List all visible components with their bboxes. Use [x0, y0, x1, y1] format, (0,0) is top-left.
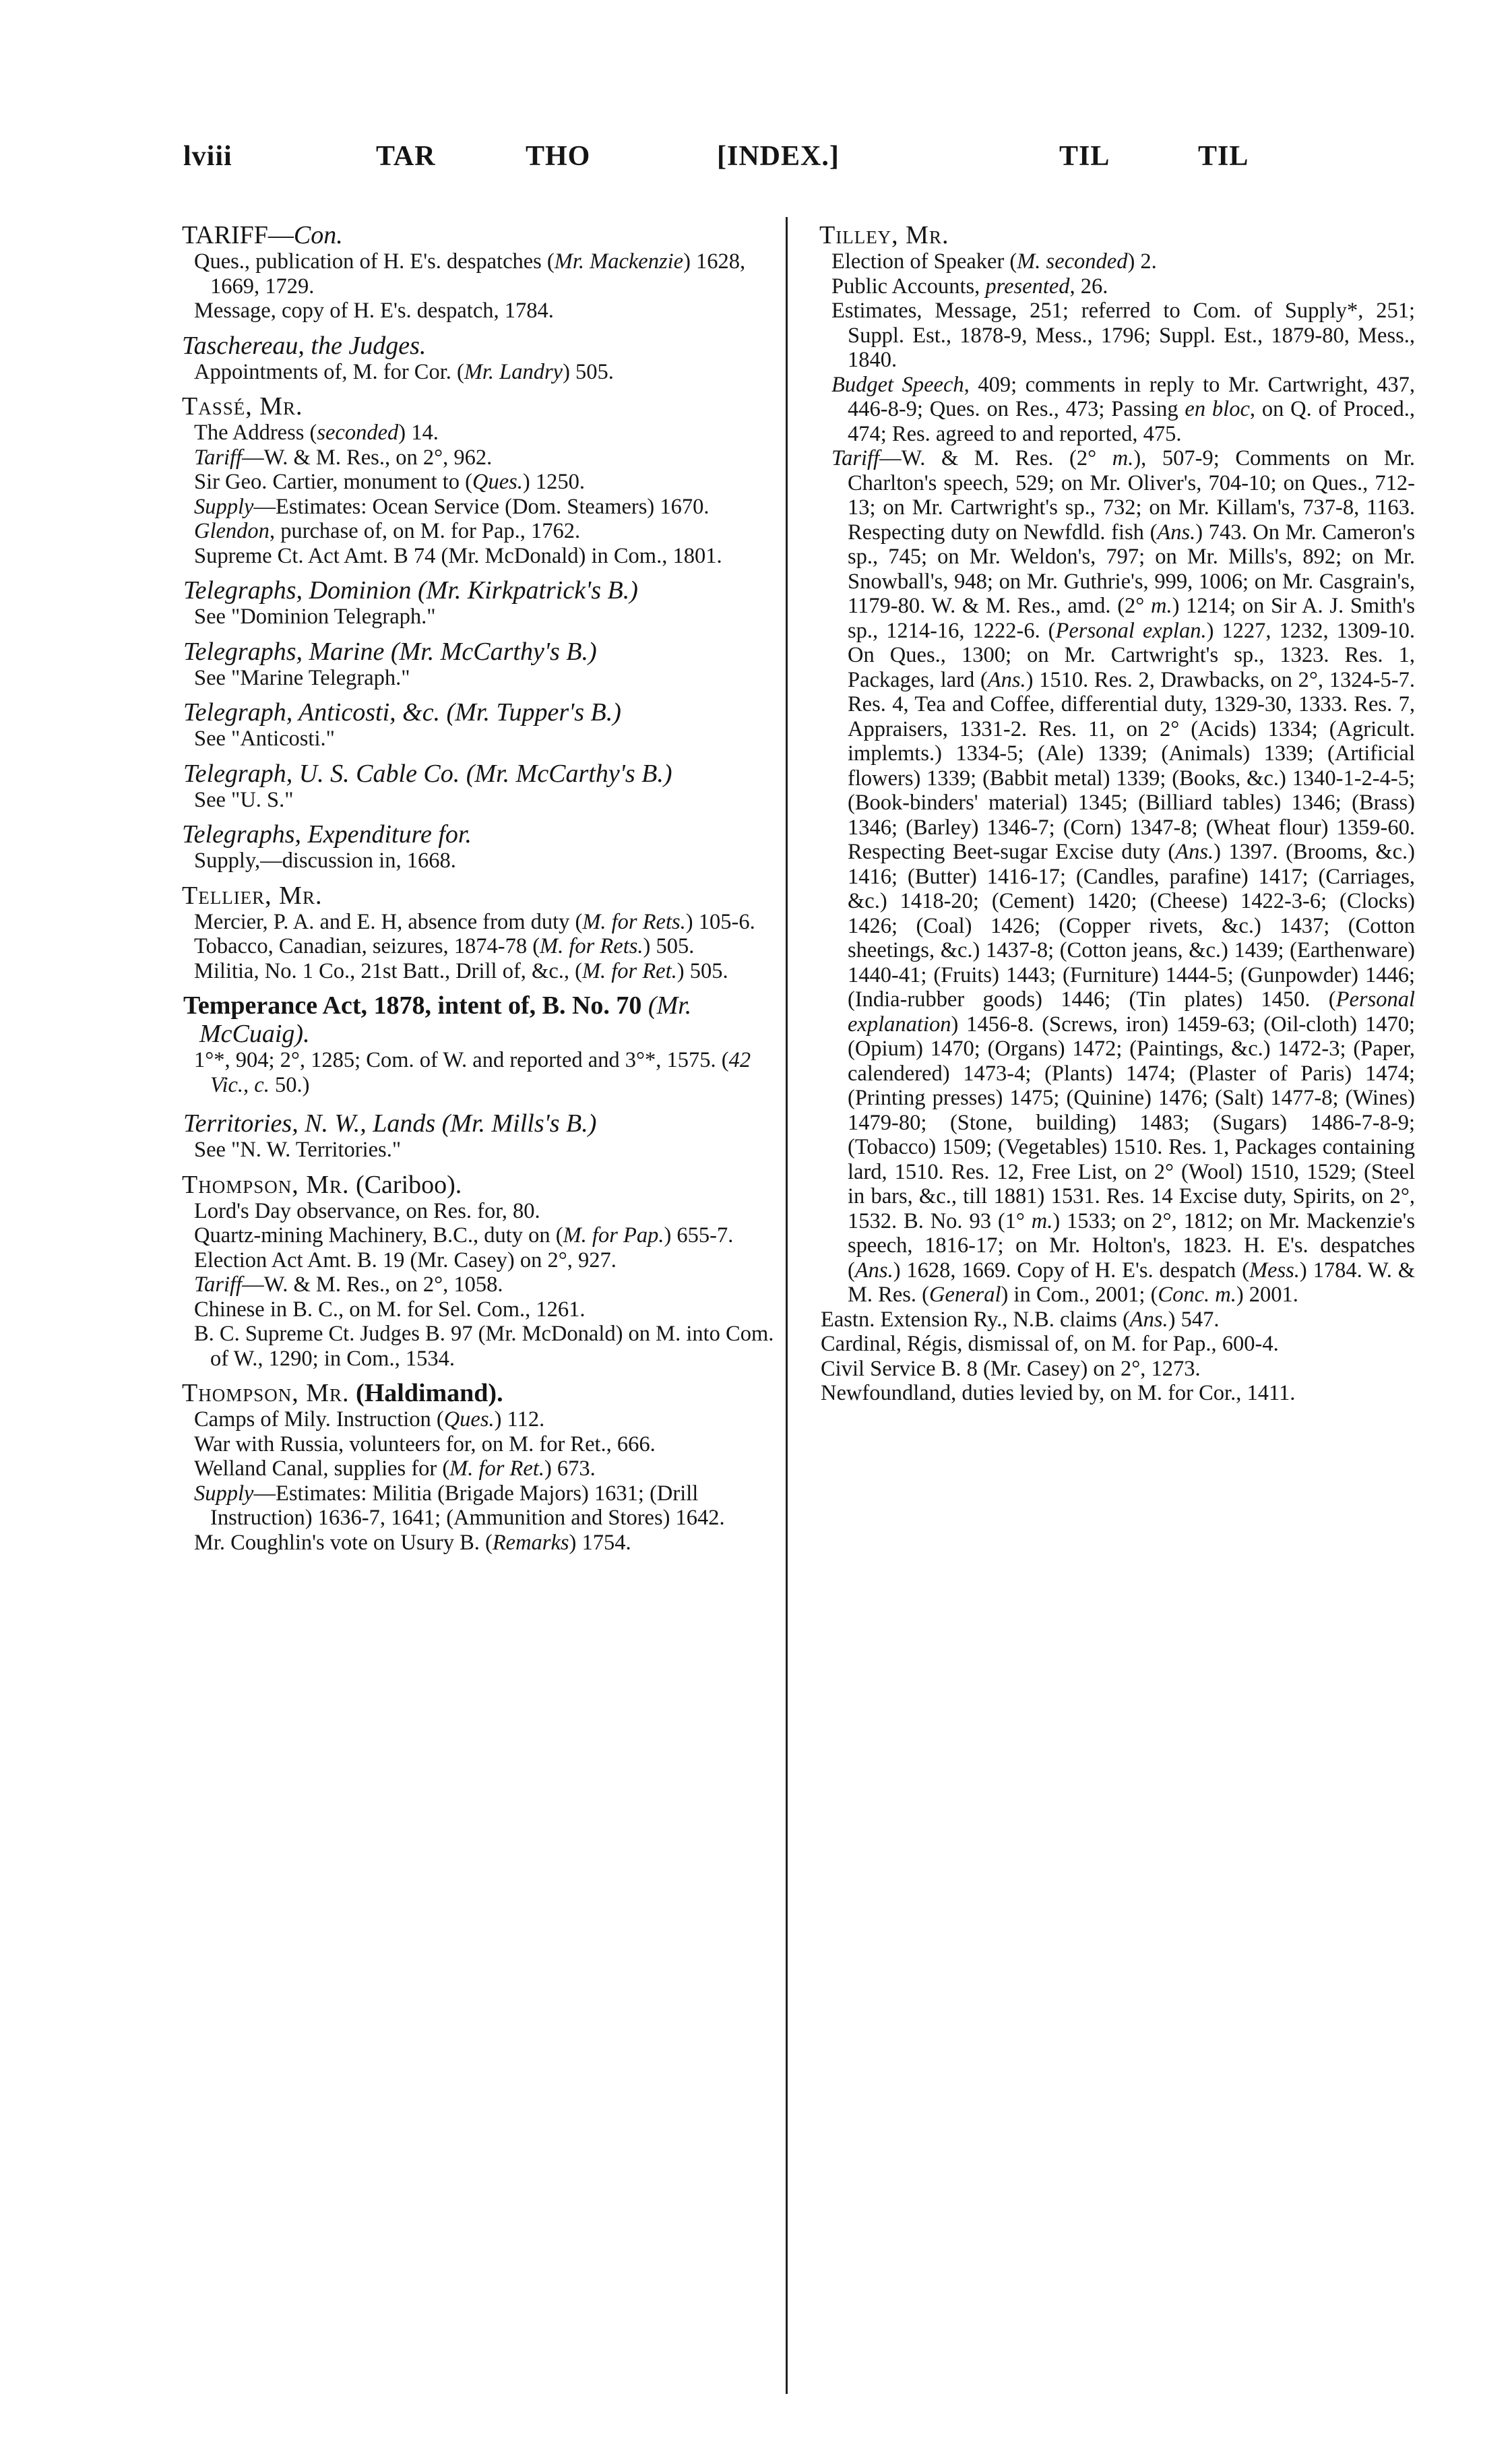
- text-italic: General: [928, 1283, 1001, 1307]
- entry-heading: Telegraphs, Dominion (Mr. Kirkpatrick's B.): [183, 576, 638, 605]
- text: ) 1397. (Brooms, &c.) 1416; (Butter) 1416-17; (Candles, parafine) 1417; (Carriages, &c.) 1418-20; (Cement) 1420; (Cheese) 1422-3-6; (Clocks) 1426; (Coal) 1426; (Copper rivets, &c.) 1437; (Cotton sheetings, &c.) 1437-8; (Cotton jeans, &c.) 1439; (Earthenware) 1440-41; (Fruits) 1443; (Furniture) 1444-5; (Gunpowder) 1446; (India-rubber goods) 1446; (Tin plates) 1450. (: [848, 840, 1415, 1012]
- text-italic: M. for Pap.: [563, 1223, 664, 1248]
- entry-heading: Telegraphs, Marine (Mr. McCarthy's B.): [183, 637, 597, 666]
- text: ) 2001.: [1236, 1283, 1298, 1307]
- text: ), 507-9; Comments on Mr. Charlton's speech, 529; on Mr. Oliver's, 704-10; on Ques., 712-13; on Mr. Cartwright's sp., 732; on Mr. Killam's, 737-8, 1163. Respecting duty on Newfdld. fish (: [848, 446, 1415, 545]
- text: ) 505.: [563, 359, 614, 384]
- guide-word-right-2: TIL: [1198, 141, 1249, 172]
- text-italic: Ques.: [472, 470, 523, 494]
- running-head: [183, 140, 1410, 187]
- entry-telegraphs-expenditure: [168, 820, 778, 873]
- text: ) 105-6.: [685, 909, 755, 934]
- sub-entry: [168, 959, 778, 984]
- sub-entry: [168, 1048, 778, 1097]
- text-italic: Ans.: [1175, 840, 1214, 864]
- entry-territories: [168, 1109, 778, 1163]
- sub-entry: [168, 1456, 778, 1481]
- sub-entry: Lord's Day observance, on Res. for, 80.: [194, 1198, 540, 1223]
- sub-entry: Message, copy of H. E's. despatch, 1784.: [194, 299, 554, 323]
- entry-tasse: [168, 392, 778, 568]
- entry-heading: Tassé, Mr.: [182, 392, 303, 421]
- sub-entry: Election Act Amt. B. 19 (Mr. Casey) on 2°, 927.: [194, 1248, 617, 1272]
- sub-entry: [806, 1308, 1415, 1332]
- entry-telegraph-anticosti: [168, 698, 778, 751]
- sub-entry: [806, 274, 1415, 299]
- heading-cont: (Haldimand).: [356, 1379, 503, 1407]
- text: ) 547.: [1168, 1307, 1220, 1332]
- see-reference: See "N. W. Territories.": [194, 1138, 402, 1162]
- section-title: [INDEX.]: [717, 141, 840, 172]
- text-italic: Budget Speech: [831, 372, 964, 397]
- sub-entry: [168, 470, 778, 495]
- column-divider: [786, 217, 788, 2394]
- sub-entry: [168, 1481, 778, 1531]
- entry-heading: [168, 991, 778, 1048]
- text-italic: M. for Rets.: [540, 934, 643, 958]
- text-italic: en bloc: [1185, 397, 1250, 421]
- text-italic: Ans.: [987, 667, 1026, 692]
- text: Camps of Mily. Instruction (: [194, 1407, 444, 1432]
- sub-entry-tariff: [806, 446, 1415, 1308]
- text: , 409; comments in reply to Mr. Cartwright, 437, 446-8-9; Ques. on Res., 473; Passing: [848, 372, 1415, 421]
- entry-telegraphs-marine: [168, 638, 778, 691]
- sub-entry: Newfoundland, duties levied by, on M. for Cor., 1411.: [821, 1381, 1296, 1405]
- heading-text: Thompson, Mr.: [182, 1170, 350, 1199]
- text-italic: Remarks: [492, 1530, 569, 1555]
- text: ) 112.: [494, 1407, 545, 1432]
- text: —Estimates: Militia (Brigade Majors) 1631; (Drill Instruction) 1636-7, 1641; (Ammunition and Stores) 1642.: [210, 1481, 725, 1530]
- sub-entry: [168, 1272, 778, 1297]
- entry-telegraph-us-cable: [168, 760, 778, 813]
- entry-taschereau: [168, 332, 778, 385]
- text-italic: m.: [1151, 594, 1172, 618]
- text: ) 1250.: [522, 470, 585, 494]
- text-italic: Personal explanation: [848, 987, 1415, 1037]
- sub-entry: [168, 934, 778, 959]
- text: , purchase of, on M. for Pap., 1762.: [269, 519, 581, 543]
- sub-entry: [168, 249, 778, 299]
- sub-entry: Estimates, Message, 251; referred to Com. of Supply*, 251; Suppl. Est., 1878-9, Mess., 1796; Suppl. Est., 1879-80, Mess., 1840.: [831, 299, 1415, 372]
- text-italic: m.: [1112, 446, 1134, 470]
- text: ) 505.: [643, 934, 695, 958]
- left-column: [168, 221, 778, 1563]
- text: ) 1628, 1669, 1729.: [210, 249, 746, 299]
- text: , 26.: [1069, 274, 1108, 299]
- text: Ques., publication of H. E's. despatches (: [194, 249, 555, 274]
- text-italic: Supply: [194, 1481, 254, 1506]
- right-column: [806, 221, 1415, 1414]
- text: ) 1784. W. & M. Res. (: [848, 1258, 1415, 1307]
- sub-entry: [806, 249, 1415, 274]
- sub-entry: [168, 910, 778, 935]
- text-italic: Personal explan.: [1055, 618, 1207, 643]
- entry-tariff: [168, 221, 778, 324]
- text: Militia, No. 1 Co., 21st Batt., Drill of, &c., (: [194, 958, 582, 983]
- entry-tellier: [168, 882, 778, 984]
- text: Sir Geo. Cartier, monument to (: [194, 470, 472, 494]
- text: Mr. Coughlin's vote on Usury B. (: [194, 1530, 493, 1555]
- text: Mercier, P. A. and E. H, absence from duty (: [194, 909, 583, 934]
- text: Welland Canal, supplies for (: [194, 1456, 450, 1481]
- text: —W. & M. Res. (2°: [879, 446, 1112, 470]
- entry-telegraphs-dominion: [168, 576, 778, 629]
- see-reference: See "Marine Telegraph.": [194, 665, 410, 690]
- text: —Estimates: Ocean Service (Dom. Steamers) 1670.: [253, 494, 710, 519]
- sub-entry: War with Russia, volunteers for, on M. for Ret., 666.: [194, 1432, 656, 1456]
- sub-entry: B. C. Supreme Ct. Judges B. 97 (Mr. McDonald) on M. into Com. of W., 1290; in Com., 1534.: [194, 1322, 774, 1371]
- entry-thompson-cariboo: [168, 1171, 778, 1372]
- entry-heading: [168, 221, 778, 249]
- heading-cont: Con.: [293, 221, 343, 249]
- text-italic: 42 Vic., c.: [210, 1048, 751, 1097]
- entry-heading: Telegraph, Anticosti, &c. (Mr. Tupper's B.): [183, 698, 621, 727]
- sub-entry: [168, 1223, 778, 1248]
- text: ) 1510. Res. 2, Drawbacks, on 2°, 1324-5-7. Res. 4, Tea and Coffee, differential duty, 1329-30, 1333. Res. 7, Appraisers, 1331-2. Res. 11, on 2° (Acids) 1334; (Agricult. implemts.) 1334-5; (Ale) 1339; (Animals) 1339; (Artificial flowers) 1339; (Babbit metal) 1339; (Books, &c.) 1340-1-2-4-5; (Book-binders' material) 1345; (Billiard tables) 1346; (Brass) 1346; (Barley) 1346-7; (Corn) 1347-8; (Wheat flour) 1359-60. Respecting Beet-sugar Excise duty (: [848, 667, 1415, 864]
- text: Public Accounts,: [831, 274, 986, 299]
- text: Eastn. Extension Ry., N.B. claims (: [821, 1307, 1130, 1332]
- text: ) 1628, 1669. Copy of H. E's. despatch (: [893, 1258, 1249, 1283]
- text-italic: Mess.: [1249, 1258, 1300, 1283]
- text: ) 1214; on Sir A. J. Smith's sp., 1214-16, 1222-6. (: [848, 594, 1415, 643]
- entry-heading: Telegraphs, Expenditure for.: [182, 820, 472, 849]
- entry-temperance-act: [168, 991, 778, 1097]
- guide-word-left-1: TAR: [376, 141, 436, 172]
- text: 1°*, 904; 2°, 1285; Com. of W. and reported and 3°*, 1575. (: [194, 1048, 729, 1072]
- sub-entry: [168, 421, 778, 445]
- heading-italic: (Mr. McCuaig).: [199, 991, 692, 1048]
- text: ) 655-7.: [664, 1223, 734, 1248]
- text-italic: Ans.: [1157, 520, 1196, 545]
- see-reference: See "Anticosti.": [194, 727, 335, 751]
- text: ) 14.: [398, 421, 439, 445]
- sub-entry: Cardinal, Régis, dismissal of, on M. for Pap., 600-4.: [821, 1332, 1279, 1356]
- text-italic: Ans.: [854, 1258, 893, 1283]
- sub-entry: Civil Service B. 8 (Mr. Casey) on 2°, 1273.: [821, 1356, 1201, 1381]
- heading-cont: (Cariboo).: [356, 1170, 462, 1199]
- text: ) 1227, 1232, 1309-10. On Ques., 1300; on Mr. Cartwright's sp., 1323. Res. 1, Packages, lard (: [848, 618, 1416, 692]
- see-reference: See "U. S.": [194, 787, 294, 812]
- heading-text: TARIFF—: [182, 221, 294, 249]
- text-italic: Mr. Mackenzie: [554, 249, 684, 274]
- heading-text: Temperance Act, 1878, intent of, B. No. 70: [183, 991, 642, 1020]
- sub-entry: [168, 445, 778, 470]
- sub-entry: Supreme Ct. Act Amt. B 74 (Mr. McDonald) in Com., 1801.: [194, 543, 722, 568]
- text: ) 1456-8. (Screws, iron) 1459-63; (Oil-cloth) 1470; (Opium) 1470; (Organs) 1472; (Paintings, &c.) 1472-3; (Paper, calendered) 1473-4; (Plants) 1474; (Plaster of Paris) 1474; (Printing presses) 1475; (Quinine) 1476; (Salt) 1477-8; (Wines) 1479-80; (Stone, building) 1483; (Sugars) 1486-7-8-9; (Tobacco) 1509; (Vegetables) 1510. Res. 1, Packages containing lard, 1510. Res. 12, Free List, on 2° (Wool) 1510, 1529; (Steel in bars, &c., till 1881) 1531. Res. 14 Excise duty, Spirits, on 2°, 1532. B. No. 93 (1°: [848, 1012, 1415, 1233]
- folio: lviii: [183, 141, 232, 172]
- entry-heading: Telegraph, U. S. Cable Co. (Mr. McCarthy's B.): [183, 759, 672, 788]
- sub-entry: Supply,—discussion in, 1668.: [194, 849, 456, 873]
- sub-entry: [168, 519, 778, 544]
- text: 50.): [269, 1072, 310, 1097]
- text: The Address (: [194, 421, 317, 445]
- text: Appointments of, M. for Cor. (: [194, 359, 464, 384]
- text-italic: M. for Rets.: [582, 909, 686, 934]
- text-italic: m.: [1031, 1208, 1053, 1233]
- text: Tobacco, Canadian, seizures, 1874-78 (: [194, 934, 540, 958]
- entry-heading: Taschereau, the Judges.: [182, 331, 427, 360]
- entry-heading: [168, 1171, 778, 1199]
- guide-word-right-1: TIL: [1059, 141, 1110, 172]
- sub-entry: [168, 495, 778, 520]
- text: ) 2.: [1127, 249, 1157, 274]
- text: ) 1533; on 2°, 1812; on Mr. Mackenzie's speech, 1816-17; on Mr. Holton's, 1823. H. E's. despatches (: [848, 1208, 1415, 1283]
- entry-heading: [168, 1379, 778, 1407]
- text-italic: presented: [985, 274, 1070, 299]
- text: ) 1754.: [569, 1530, 631, 1555]
- entry-heading: Tellier, Mr.: [182, 881, 323, 910]
- text: ) 673.: [544, 1456, 596, 1481]
- entry-thompson-haldimand: [168, 1379, 778, 1555]
- text-italic: Glendon: [194, 519, 270, 543]
- see-reference: See "Dominion Telegraph.": [194, 605, 436, 629]
- entry-heading: Territories, N. W., Lands (Mr. Mills's B.): [183, 1109, 597, 1138]
- heading-text: Thompson, Mr.: [182, 1379, 350, 1407]
- entry-tilley: [806, 221, 1415, 1406]
- text-italic: Tariff: [194, 445, 243, 470]
- text: —W. & M. Res., on 2°, 1058.: [242, 1272, 503, 1297]
- text: Quartz-mining Machinery, B.C., duty on (: [194, 1223, 563, 1248]
- text-italic: Conc. m.: [1158, 1283, 1236, 1307]
- entry-heading: Tilley, Mr.: [819, 221, 949, 249]
- text: —W. & M. Res., on 2°, 962.: [242, 445, 493, 470]
- text: Election of Speaker (: [831, 249, 1017, 274]
- sub-entry: Chinese in B. C., on M. for Sel. Com., 1261.: [194, 1297, 586, 1322]
- text-italic: M. for Ret.: [581, 958, 677, 983]
- sub-entry: [168, 360, 778, 385]
- sub-entry: [168, 1407, 778, 1432]
- text-italic: Ques.: [443, 1407, 495, 1432]
- text-italic: Tariff: [831, 446, 880, 470]
- text: ) 505.: [676, 958, 728, 983]
- text-italic: M. seconded: [1017, 249, 1128, 274]
- text-italic: Supply: [194, 494, 254, 519]
- text: , on Q. of Proced., 474; Res. agreed to and reported, 475.: [848, 397, 1415, 446]
- text: ) 743. On Mr. Cameron's sp., 745; on Mr. Weldon's, 797; on Mr. Mills's, 892; on Mr. Snowball's, 948; on Mr. Guthrie's, 999, 1006; on Mr. Casgrain's, 1179-80. W. & M. Res., amd. (2°: [848, 520, 1415, 618]
- text-italic: M. for Ret.: [449, 1456, 544, 1481]
- text-italic: Mr. Landry: [464, 359, 563, 384]
- sub-entry: [168, 1531, 778, 1556]
- text-italic: seconded: [317, 421, 399, 445]
- text-italic: Tariff: [194, 1272, 243, 1297]
- sub-entry: [806, 373, 1415, 447]
- text: ) in Com., 2001; (: [1001, 1283, 1158, 1307]
- guide-word-left-2: THO: [526, 141, 591, 172]
- text-italic: Ans.: [1129, 1307, 1168, 1332]
